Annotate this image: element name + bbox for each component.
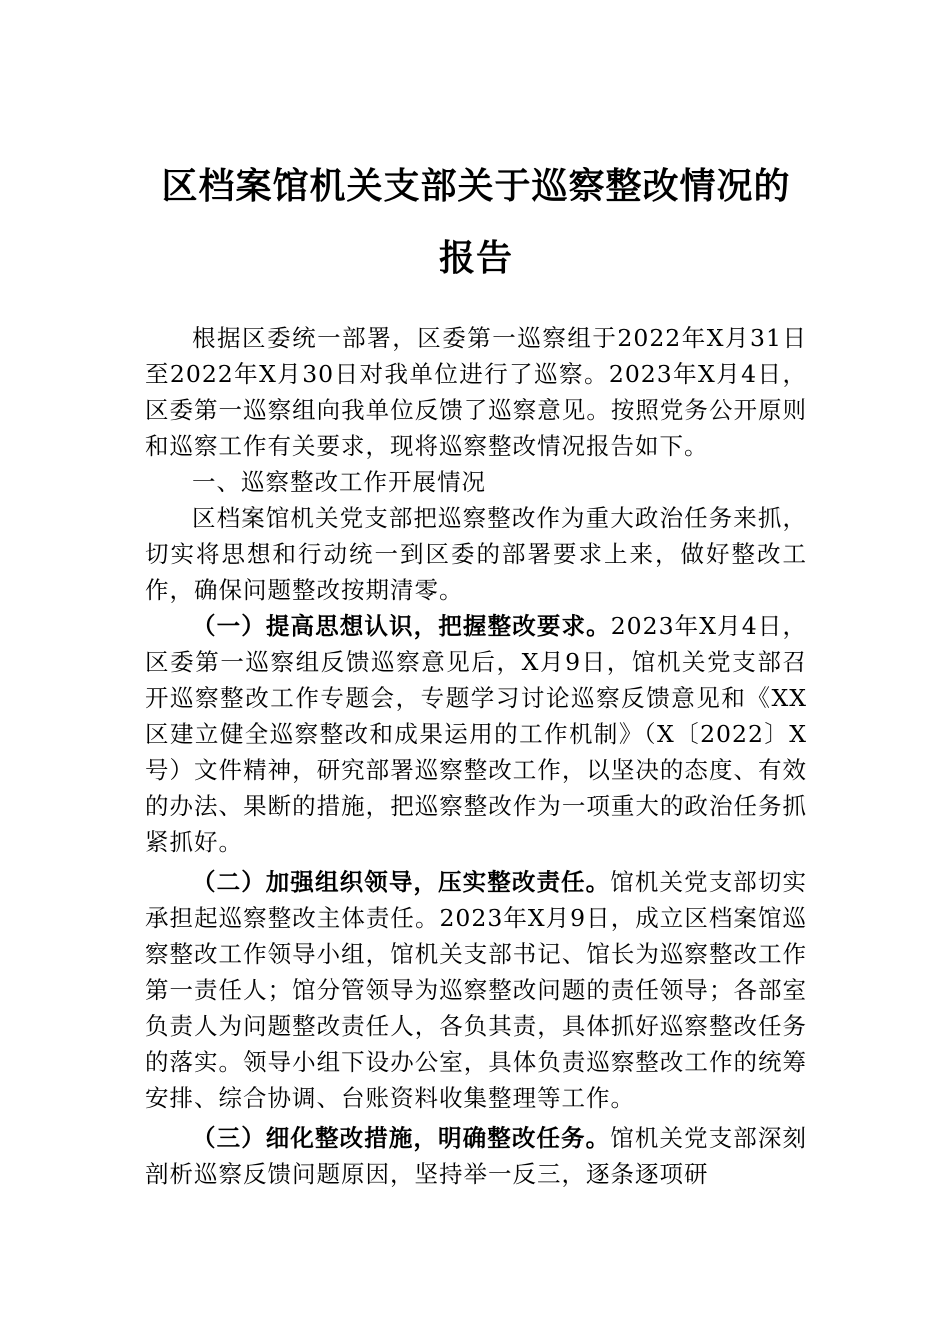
intro-paragraph: 根据区委统一部署，区委第一巡察组于2022年X月31日至2022年X月30日对我单位进行了巡察。2023年X月4日，区委第一巡察组向我单位反馈了巡察意见。按照党务公开原则和巡察工作有关要求，现将巡察整改情况报告如下。 — [145, 324, 807, 460]
item-body: 馆机关党支部切实承担起巡察整改主体责任。2023年X月9日，成立区档案馆巡察整改工作领导小组，馆机关支部书记、馆长为巡察整改工作第一责任人；馆分管领导为巡察整改问题的责任领导；各部室负责人为问题整改责任人，各负其责，具体抓好巡察整改任务的落实。领导小组下设办公室，具体负责巡察整改工作的统筹安排、综合协调、台账资料收集整理等工作。 — [145, 868, 808, 1112]
item-lead: （一）提高思想认识，把握整改要求。 — [192, 612, 611, 640]
item-body: 2023年X月4日，区委第一巡察组反馈巡察意见后，X月9日，馆机关党支部召开巡察整改工作专题会，专题学习讨论巡察反馈意见和《XX区建立健全巡察整改和成果运用的工作机制》（X〔2022〕X号）文件精神，研究部署巡察整改工作，以坚决的态度、有效的办法、果断的措施，把巡察整改作为一项重大的政治任务抓紧抓好。 — [145, 612, 807, 856]
item-paragraph — [145, 864, 807, 1116]
item-body: 馆机关党支部深刻剖析巡察反馈问题原因，坚持举一反三，逐条逐项研 — [145, 1124, 808, 1188]
section-paragraph: 区档案馆机关党支部把巡察整改作为重大政治任务来抓，切实将思想和行动统一到区委的部署要求上来，做好整改工作，确保问题整改按期清零。 — [145, 504, 807, 604]
item-paragraph — [145, 608, 807, 860]
document-page — [145, 150, 807, 1192]
item-lead: （二）加强组织领导，压实整改责任。 — [192, 868, 611, 896]
item-paragraph — [145, 1120, 807, 1192]
document-title: 区档案馆机关支部关于巡察整改情况的报告 — [161, 165, 791, 279]
item-lead: （三）细化整改措施，明确整改任务。 — [192, 1124, 611, 1152]
section-heading: 一、巡察整改工作开展情况 — [192, 468, 486, 496]
